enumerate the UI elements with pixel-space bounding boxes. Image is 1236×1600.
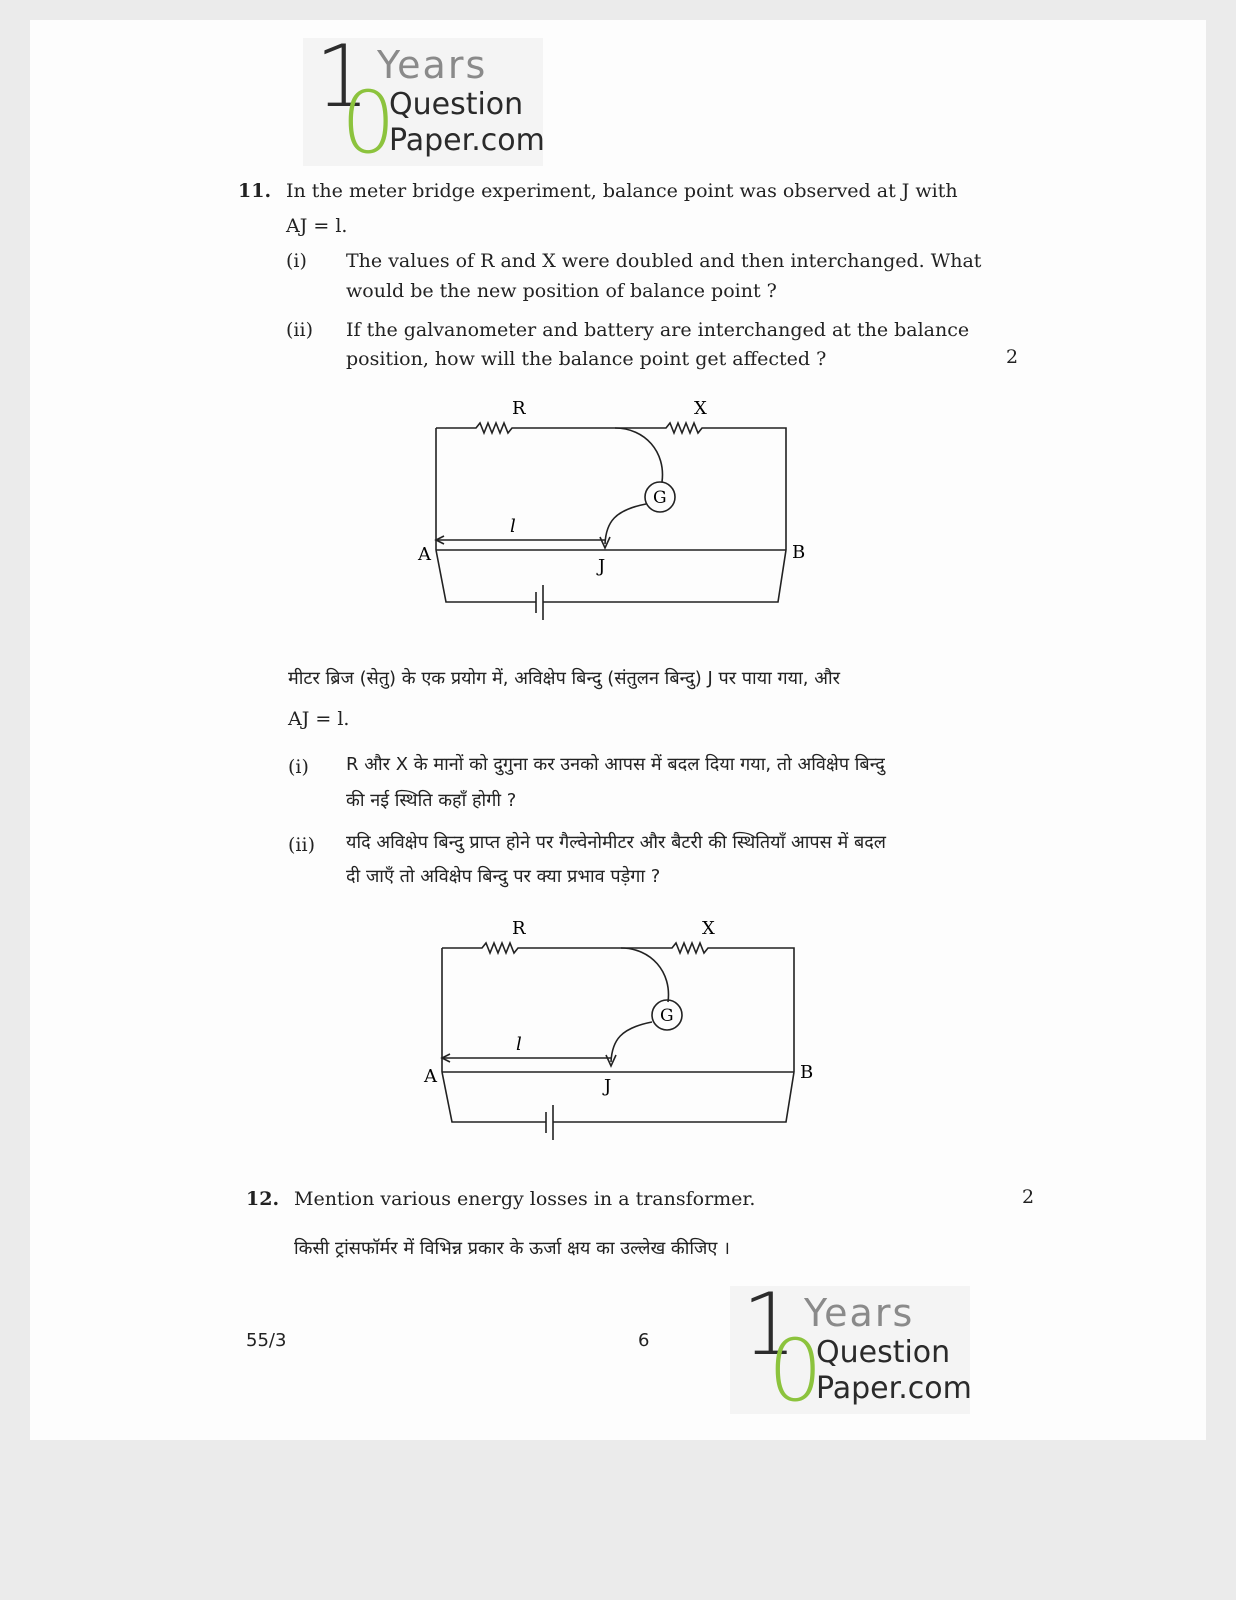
logo-word-paper: Paper.com: [389, 123, 545, 158]
diagram2-label-A: A: [424, 1066, 437, 1087]
logo-word-question: Question: [389, 87, 524, 122]
paper-page: [30, 20, 1206, 1440]
logo-digit-zero: 0: [768, 1321, 823, 1421]
diagram1-label-l: l: [510, 516, 516, 537]
logo-digit-one: 1: [315, 27, 370, 127]
q11-part-ii-label: (ii): [286, 319, 313, 341]
logo-word-paper: Paper.com: [816, 1371, 972, 1406]
q11-hindi-ii-line1: यदि अविक्षेप बिन्दु प्राप्त होने पर गैल्वेनोमीटर और बैटरी की स्थितियाँ आपस में बदल: [346, 832, 886, 853]
diagram2-label-X: X: [702, 918, 715, 939]
logo-word-years: Years: [377, 43, 488, 87]
logo-digit-zero: 0: [341, 73, 396, 173]
diagram2-label-J: J: [604, 1076, 612, 1097]
q11-part-ii-line2: position, how will the balance point get affected ?: [346, 348, 827, 370]
q11-hindi-i-line2: की नई स्थिति कहाँ होगी ?: [346, 790, 517, 811]
logo-word-years: Years: [804, 1291, 915, 1335]
q11-stem-line2: AJ = l.: [286, 215, 348, 237]
q11-part-i-label: (i): [286, 250, 307, 272]
q11-number: 11.: [238, 180, 272, 202]
q11-stem-line1: In the meter bridge experiment, balance point was observed at J with: [286, 180, 958, 202]
q11-part-ii-line1: If the galvanometer and battery are interchanged at the balance: [346, 319, 970, 341]
diagram2-label-B: B: [800, 1062, 814, 1083]
q11-part-i-line2: would be the new position of balance point ?: [346, 280, 777, 302]
q12-text: Mention various energy losses in a transformer.: [294, 1188, 756, 1210]
q11-hindi-ii-label: (ii): [288, 834, 315, 856]
diagram1-label-R: R: [512, 398, 526, 419]
q11-hindi-stem-line2: AJ = l.: [288, 708, 350, 730]
q11-hindi-i-label: (i): [288, 756, 309, 778]
diagram1-label-B: B: [792, 542, 806, 563]
diagram2-label-R: R: [512, 918, 526, 939]
q11-hindi-stem-line1: मीटर ब्रिज (सेतु) के एक प्रयोग में, अविक्षेप बिन्दु (संतुलन बिन्दु) J पर पाया गया, और: [288, 668, 840, 689]
diagram2-label-l: l: [516, 1034, 522, 1055]
q11-marks: 2: [1006, 346, 1019, 368]
logo-word-question: Question: [816, 1335, 951, 1370]
q12-hindi-text: किसी ट्रांसफॉर्मर में विभिन्न प्रकार के ऊर्जा क्षय का उल्लेख कीजिए ।: [294, 1238, 730, 1259]
footer-paper-code: 55/3: [246, 1330, 287, 1351]
meter-bridge-diagram-1: [410, 392, 820, 632]
q11-hindi-i-line1: R और X के मानों को दुगुना कर उनको आपस में बदल दिया गया, तो अविक्षेप बिन्दु: [346, 754, 885, 775]
q11-part-i-line1: The values of R and X were doubled and then interchanged. What: [346, 250, 982, 272]
diagram1-label-G: G: [653, 488, 667, 508]
q11-hindi-ii-line2: दी जाएँ तो अविक्षेप बिन्दु पर क्या प्रभाव पड़ेगा ?: [346, 866, 661, 887]
logo-bottom: [730, 1275, 972, 1421]
q12-marks: 2: [1022, 1186, 1035, 1208]
diagram1-label-X: X: [694, 398, 707, 419]
footer-page-number: 6: [638, 1330, 650, 1351]
q12-number: 12.: [246, 1188, 280, 1210]
diagram1-label-A: A: [418, 544, 431, 565]
diagram1-label-J: J: [598, 556, 606, 577]
diagram2-label-G: G: [660, 1006, 674, 1026]
logo-digit-one: 1: [742, 1275, 797, 1375]
logo-top: [303, 27, 545, 173]
meter-bridge-diagram-2: [416, 912, 826, 1152]
